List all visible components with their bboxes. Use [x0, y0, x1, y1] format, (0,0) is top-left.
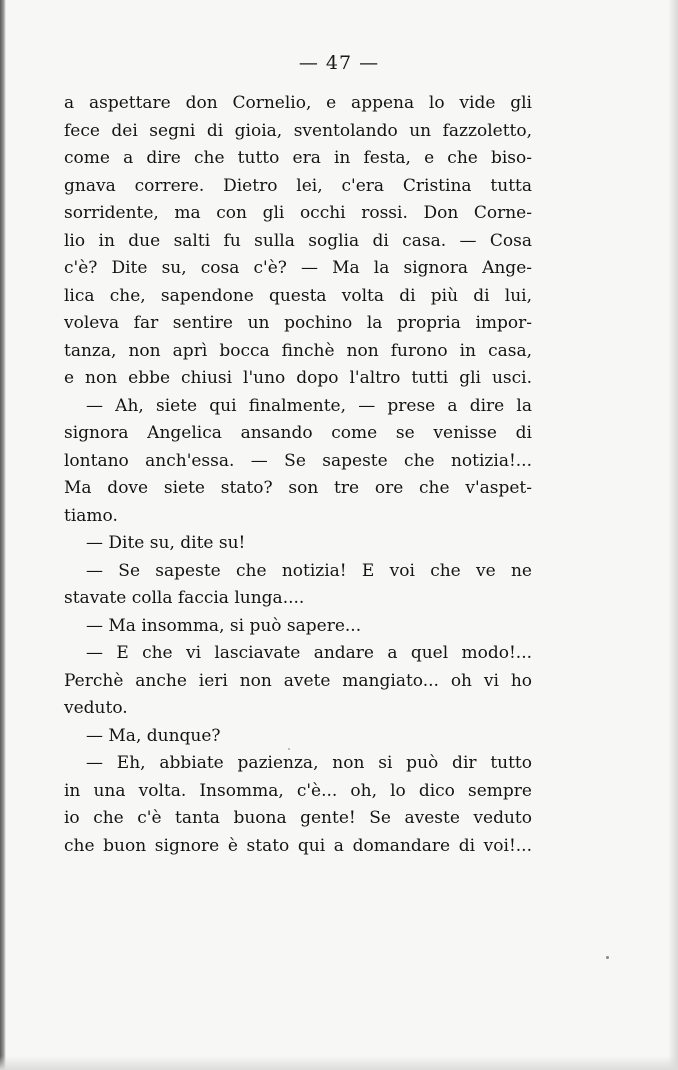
text-line: — Eh, abbiate pazienza, non si può dir tutto — [86, 753, 532, 773]
text-line: io che c'è tanta buona gente! Se aveste veduto — [64, 808, 532, 828]
paper-speck — [288, 748, 290, 750]
text-line: signora Angelica ansando come se venisse di — [64, 423, 532, 443]
text-line: stavate colla faccia lunga.... — [64, 588, 305, 608]
text-line: tanza, non aprì bocca finchè non furono in casa, — [64, 340, 532, 361]
body-text — [64, 90, 532, 860]
text-line: — Se sapeste che notizia! E voi che ve ne — [86, 560, 532, 581]
page-binding-shadow — [0, 0, 6, 1070]
paper-speck — [606, 956, 609, 959]
text-line: voleva far sentire un pochino la propria impor- — [64, 313, 532, 333]
text-line: che buon signore è stato qui a domandare di voi!... — [64, 835, 532, 856]
text-line: — Ah, siete qui finalmente, — prese a dire la — [86, 395, 532, 416]
text-line: e non ebbe chiusi l'uno dopo l'altro tutti gli usci. — [64, 368, 532, 388]
text-line: — E che vi lasciavate andare a quel modo!... — [86, 643, 532, 663]
text-line: come a dire che tutto era in festa, e che biso- — [64, 148, 532, 168]
text-line: fece dei segni di gioia, sventolando un fazzoletto, — [64, 120, 532, 141]
text-line: c'è? Dite su, cosa c'è? — Ma la signora Ange- — [64, 258, 532, 278]
page-bottom-shadow — [0, 1056, 678, 1070]
text-line: tiamo. — [64, 505, 118, 526]
text-line: Ma dove siete stato? son tre ore che v'aspet- — [64, 478, 532, 498]
page-number: — 47 — — [298, 52, 380, 74]
text-line: — Dite su, dite su! — [86, 533, 246, 553]
text-line: lica che, sapendone questa volta di più di lui, — [64, 285, 532, 306]
text-line: Perchè anche ieri non avete mangiato... oh vi ho — [64, 670, 532, 691]
page-edge-shadow — [668, 0, 678, 1070]
text-line: — Ma insomma, si può sapere... — [86, 615, 362, 636]
text-line: — Ma, dunque? — [86, 725, 221, 746]
text-line: a aspettare don Cornelio, e appena lo vide gli — [64, 93, 532, 113]
text-line: sorridente, ma con gli occhi rossi. Don Corne- — [64, 203, 532, 223]
text-line: in una volta. Insomma, c'è... oh, lo dico sempre — [64, 780, 532, 801]
text-line: veduto. — [64, 698, 128, 718]
text-line: gnava correre. Dietro lei, c'era Cristina tutta — [64, 175, 532, 196]
text-line: lontano anch'essa. — Se sapeste che notizia!... — [64, 450, 532, 471]
text-line: lio in due salti fu sulla soglia di casa. — Cosa — [64, 230, 532, 251]
